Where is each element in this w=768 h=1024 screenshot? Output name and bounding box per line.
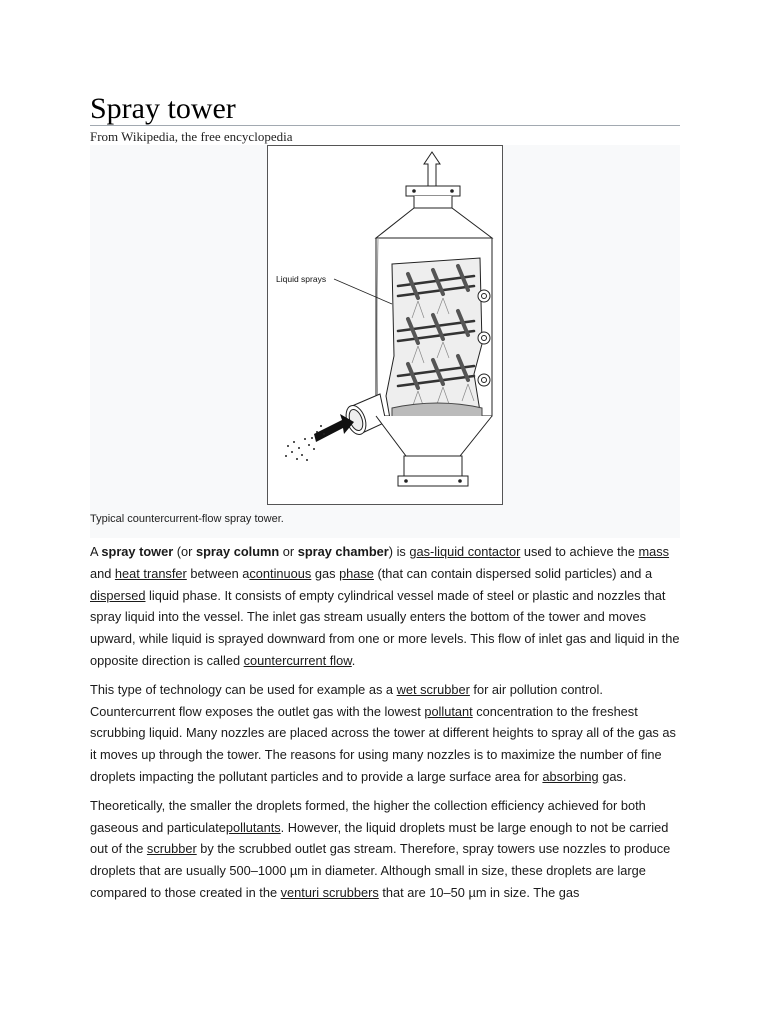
body-text-run: liquid phase. It consists of empty cylindrical vessel made of steel or plastic and nozzles that spray liquid into the vessel. The inlet gas stream usually enters the bottom of the tower and moves upward, while liquid is sprayed downward from one or more levels. This flow of inlet gas and liquid in the opposite direction is called: [90, 587, 680, 668]
body-text-run: gas: [311, 565, 340, 581]
article-link[interactable]: pollutant: [424, 703, 473, 719]
paragraph: [90, 541, 682, 672]
liquid-sprays-label: Liquid sprays: [276, 274, 327, 284]
body-text-run: A: [90, 544, 102, 559]
body-text-run: gas.: [598, 768, 627, 784]
body-text-run: between a: [186, 565, 250, 581]
body-text-run: .: [351, 652, 356, 668]
article-link[interactable]: wet scrubber: [396, 681, 470, 697]
body-text-run: that are 10–50 µm in size. The gas: [378, 884, 580, 900]
body-text-run: Theoretically, the smaller the droplets formed, the higher the collection efficiency achieved for both gaseous and particulate: [90, 797, 646, 835]
body-text-run: concentration to the freshest scrubbing liquid. Many nozzles are placed across the tower at different heights to spray all of the gas as it moves up through the tower. The reasons for using many nozzles is to maximize the number of fine droplets impacting the pollutant particles and to provide a large surface area for: [90, 703, 676, 784]
article-link[interactable]: gas-liquid contactor: [409, 544, 521, 559]
body-text-run: by the scrubbed outlet gas stream. Therefore, spray towers use nozzles to produce droplets that are usually 500–1000 µm in diameter. Although small in size, these droplets are large compared to those created in the: [90, 841, 671, 900]
body-text-run: (that can contain dispersed solid particles) and a: [373, 565, 653, 581]
article-link[interactable]: pollutants: [225, 819, 281, 835]
article-body: [90, 541, 682, 911]
bold-term: spray chamber: [297, 544, 389, 559]
title-divider: [90, 125, 680, 126]
article-link[interactable]: mass: [638, 544, 670, 559]
body-text-run: or: [279, 544, 298, 559]
article-link[interactable]: dispersed: [90, 587, 146, 603]
article-link[interactable]: phase: [339, 565, 374, 581]
paragraph: [90, 679, 682, 788]
bold-term: spray tower: [101, 544, 174, 559]
article-link[interactable]: absorbing: [542, 768, 599, 784]
figure-caption: Typical countercurrent-flow spray tower.: [90, 513, 284, 525]
article-link[interactable]: continuous: [249, 565, 312, 581]
outlet-arrow-icon: [424, 152, 440, 186]
article-link[interactable]: venturi scrubbers: [280, 884, 379, 900]
body-text-run: for air pollution control. Countercurrent flow exposes the outlet gas with the lowest: [90, 681, 603, 719]
figure: [90, 145, 680, 538]
body-text-run: used to achieve the: [520, 544, 639, 559]
body-text-run: and: [90, 565, 115, 581]
page-subtitle: From Wikipedia, the free encyclopedia: [90, 129, 293, 144]
article-link[interactable]: countercurrent flow: [243, 652, 352, 668]
paragraph: [90, 795, 682, 904]
body-text-run: ) is: [388, 544, 410, 559]
body-text-run: (or: [173, 544, 196, 559]
article-link[interactable]: heat transfer: [114, 565, 187, 581]
body-text-run: . However, the liquid droplets must be large enough to not be carried out of the: [90, 819, 669, 857]
page-title: Spray tower: [90, 92, 236, 125]
spray-tower-diagram[interactable]: [267, 145, 503, 505]
body-text-run: This type of technology can be used for example as a: [90, 681, 397, 697]
article-link[interactable]: scrubber: [146, 841, 197, 857]
bold-term: spray column: [196, 544, 280, 559]
